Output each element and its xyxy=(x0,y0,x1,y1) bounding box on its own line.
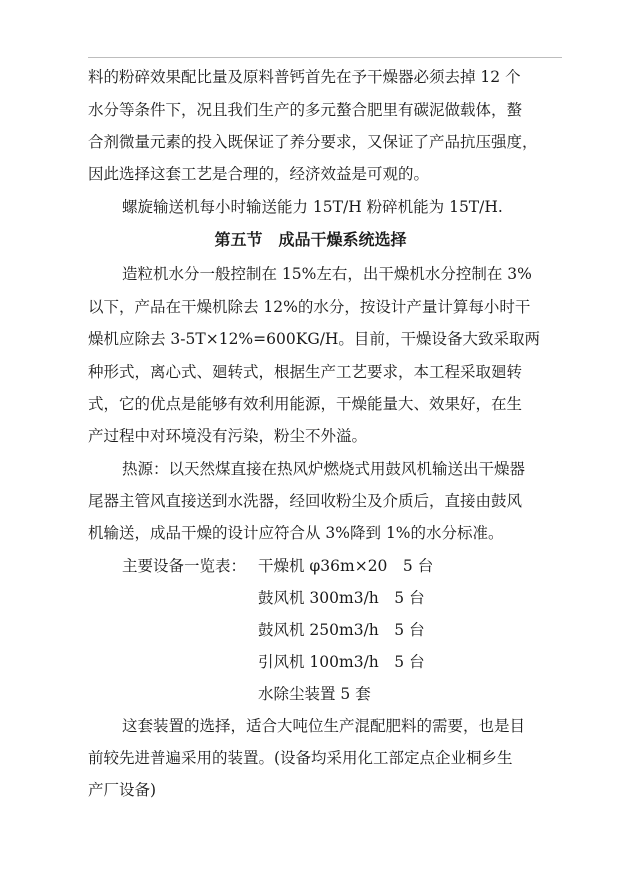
text-line: 燥机应除去 3-5T×12%=600KG/H。目前，干燥设备大致采取两 xyxy=(88,330,540,348)
text-line: 产厂设备) xyxy=(88,781,157,799)
text-line: 合剂微量元素的投入既保证了养分要求，又保证了产品抗压强度， xyxy=(88,133,538,151)
text-line: 造粒机水分一般控制在 15%左右，出干燥机水分控制在 3% xyxy=(122,265,532,283)
text-line: 水分等条件下，况且我们生产的多元螯合肥里有碳泥做载体，螯 xyxy=(88,101,523,119)
text-line: 式，它的优点是能够有效利用能源，干燥能量大、效果好，在生 xyxy=(88,395,523,413)
text-line: 以下，产品在干燥机除去 12%的水分，按设计产量计算每小时干 xyxy=(88,298,531,316)
equipment-item: 干燥机 φ36m×20 5 台 xyxy=(258,557,434,575)
equipment-item: 鼓风机 300m3/h 5 台 xyxy=(258,589,425,607)
text-line: 前较先进普遍采用的装置。(设备均采用化工部定点企业桐乡生 xyxy=(88,749,513,767)
header-rule xyxy=(88,57,562,58)
text-line: 这套装置的选择，适合大吨位生产混配肥料的需要，也是目 xyxy=(122,717,526,735)
equipment-item: 引风机 100m3/h 5 台 xyxy=(258,653,425,671)
paragraph-2: 螺旋输送机每小时输送能力 15T/H 粉碎机能为 15T/H. xyxy=(122,198,503,216)
equipment-list-label: 主要设备一览表： xyxy=(122,557,247,575)
text-line: 尾器主管风直接送到水洗器，经回收粉尘及介质后，直接由鼓风 xyxy=(88,492,523,510)
text-line: 产过程中对环境没有污染，粉尘不外溢。 xyxy=(88,427,368,445)
equipment-item: 水除尘装置 5 套 xyxy=(258,685,371,703)
text-line: 热源：以天然煤直接在热风炉燃烧式用鼓风机输送出干燥器 xyxy=(122,460,526,478)
equipment-item: 鼓风机 250m3/h 5 台 xyxy=(258,621,425,639)
text-line: 种形式，离心式、廻转式，根据生产工艺要求，本工程采取廻转 xyxy=(88,363,523,381)
text-line: 料的粉碎效果配比量及原料普钙首先在予干燥器必须去掉 12 个 xyxy=(88,68,521,86)
text-line: 因此选择这套工艺是合理的，经济效益是可观的。 xyxy=(88,165,430,183)
section-heading: 第五节 成品干燥系统选择 xyxy=(214,230,407,249)
text-line: 机输送，成品干燥的设计应符合从 3%降到 1%的水分标准。 xyxy=(88,524,504,542)
